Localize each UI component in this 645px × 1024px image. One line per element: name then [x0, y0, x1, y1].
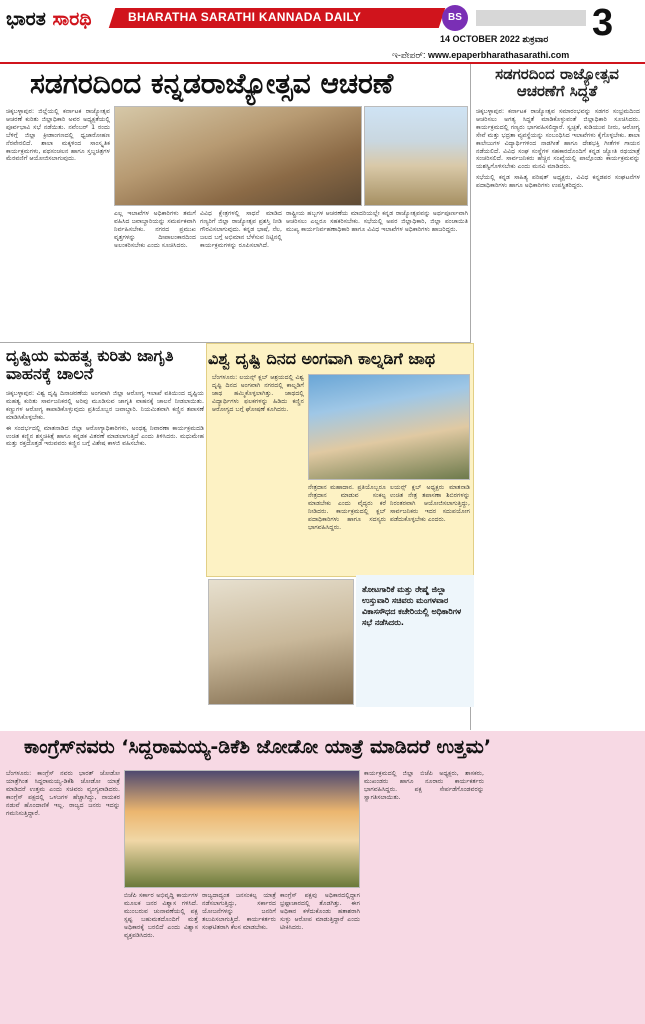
sight-day-col1: ಬೆಂಗಳೂರು: ಲಯನ್ಸ್ ಕ್ಲಬ್ ಆಶ್ರಯದಲ್ಲಿ ವಿಶ್ವ ದೃಷ್ಟಿ ದಿನದ ಅಂಗವಾಗಿ ನಗರದಲ್ಲಿ ಕಾಲ್ನಡಿಗೆ ಜಾಥ ಹಮ್ಮಿಕೊಳ್ಳಲಾಗಿತ್ತು. ಜಾಥದಲ್ಲಿ ವಿದ್ಯಾರ್ಥಿಗಳು ಫಲಕಗಳನ್ನು ಹಿಡಿದು ಕಣ್ಣಿನ ಆರೋಗ್ಯದ ಬಗ್ಗೆ ಘೋಷಣೆ ಕೂಗಿದರು. — [212, 374, 304, 413]
bs-logo-icon: BS — [442, 5, 468, 31]
congress-headline: ಕಾಂಗ್ರೆಸ್‌ನವರು ‘ಸಿದ್ದರಾಮಯ್ಯ-ಡಿಕೆಶಿ ಜೋಡೋ ಯಾತ್ರೆ ಮಾಡಿದರೆ ಉತ್ತಮ’ — [24, 736, 492, 758]
vision-awareness-photo — [308, 374, 470, 480]
congress-col1: ಬೆಂಗಳೂರು: ಕಾಂಗ್ರೆಸ್ ನವರು ಭಾರತ್ ಜೋಡೋ ಯಾತ್ರೆಗಿಂತ ಸಿದ್ದರಾಮಯ್ಯ-ಡಿಕೆಶಿ ಜೋಡೋ ಯಾತ್ರೆ ಮಾಡಿದರೆ ಉತ್ತಮ ಎಂದು ಸಚಿವರು ವ್ಯಂಗ್ಯವಾಡಿದರು. ಕಾಂಗ್ರೆಸ್ ಪಕ್ಷದಲ್ಲಿ ಒಳಜಗಳ ಹೆಚ್ಚಾಗಿದ್ದು, ನಾಯಕರ ನಡುವೆ ಹೊಂದಾಣಿಕೆ ಇಲ್ಲ. ರಾಜ್ಯದ ಜನರು ಇದನ್ನು ಗಮನಿಸುತ್ತಿದ್ದಾರೆ. — [6, 770, 120, 817]
main-headline: ಸಡಗರದಿಂದ ಕನ್ನಡರಾಜ್ಯೋತ್ಸವ ಆಚರಣೆ — [30, 67, 394, 100]
issue-date: 14 OCTOBER 2022 ಶುಕ್ರವಾರ — [440, 34, 549, 44]
sight-day-col2: ನೇತ್ರದಾನ ಮಹಾದಾನ. ಪ್ರತಿಯೊಬ್ಬರೂ ನೇತ್ರದಾನ ಮಾಡುವ ಸಂಕಲ್ಪ ಮಾಡಬೇಕು ಎಂದು ವೈದ್ಯರು ಕರೆ ನೀಡಿದರು. ಕಾರ್ಯಕ್ರಮದಲ್ಲಿ ಕ್ಲಬ್ ಪದಾಧಿಕಾರಿಗಳು ಹಾಗೂ ಸದಸ್ಯರು ಭಾಗವಹಿಸಿದ್ದರು. — [308, 484, 386, 531]
meeting-photo — [114, 106, 362, 206]
congress-col5: ಕಾರ್ಯಕ್ರಮದಲ್ಲಿ ಜಿಲ್ಲಾ ಬಿಜೆಪಿ ಅಧ್ಯಕ್ಷರು, ಶಾಸಕರು, ಮುಖಂಡರು ಹಾಗೂ ನೂರಾರು ಕಾರ್ಯಕರ್ತರು ಭಾಗವಹಿಸಿದ್ದರು. ಪಕ್ಷ ಸೇರ್ಪಡೆಗೊಂಡವರನ್ನು ಸ್ವಾಗತಿಸಲಾಯಿತು. — [364, 770, 484, 801]
vision-headline: ದೃಷ್ಟಿಯ ಮಹತ್ವ ಕುರಿತು ಜಾಗೃತಿ ವಾಹನಕ್ಕೆ ಚಾಲನೆ — [6, 346, 174, 384]
main-article-col1: ಚಿಕ್ಕಬಳ್ಳಾಪುರ: ಜಿಲ್ಲೆಯಲ್ಲಿ ಕರ್ನಾಟಕ ರಾಜ್ಯೋತ್ಸವ ಆಚರಣೆ ಕುರಿತು ಜಿಲ್ಲಾಧಿಕಾರಿ ಅವರ ಅಧ್ಯಕ್ಷತೆಯಲ್ಲಿ ಪೂರ್ವಭಾವಿ ಸಭೆ ನಡೆಯಿತು. ನವೆಂಬರ್ 1 ರಂದು ಬೆಳಿಗ್ಗೆ ಜಿಲ್ಲಾ ಕ್ರೀಡಾಂಗಣದಲ್ಲಿ ಧ್ವಜಾರೋಹಣ ನೆರವೇರಲಿದೆ. ಶಾಲಾ ಮಕ್ಕಳಿಂದ ಸಾಂಸ್ಕೃತಿಕ ಕಾರ್ಯಕ್ರಮಗಳು, ಪಥಸಂಚಲನ ಹಾಗೂ ಸ್ತಬ್ಧಚಿತ್ರಗಳ ಮೆರವಣಿಗೆ ಆಯೋಜಿಸಲಾಗುವುದು. — [6, 108, 110, 163]
header-divider — [0, 62, 645, 64]
side-article-body: ಚಿಕ್ಕಬಳ್ಳಾಪುರ: ಕರ್ನಾಟಕ ರಾಜ್ಯೋತ್ಸವ ಸಮಾರಂಭವನ್ನು ಸಡಗರ ಸಂಭ್ರಮದಿಂದ ಆಚರಿಸಲು ಅಗತ್ಯ ಸಿದ್ಧತೆ ಮಾಡಿಕೊಳ್ಳುವಂತೆ ಜಿಲ್ಲಾಧಿಕಾರಿ ಸೂಚಿಸಿದರು. ಕಾರ್ಯಕ್ರಮದಲ್ಲಿ ಗಣ್ಯರು ಭಾಗವಹಿಸಲಿದ್ದಾರೆ. ಸ್ವಚ್ಛತೆ, ಕುಡಿಯುವ ನೀರು, ಆರೋಗ್ಯ ಸೇವೆ ಮತ್ತು ಭದ್ರತಾ ವ್ಯವಸ್ಥೆಯನ್ನು ಸಂಬಂಧಿಸಿದ ಇಲಾಖೆಗಳು ಕೈಗೊಳ್ಳಬೇಕು. ಶಾಲಾ ಕಾಲೇಜುಗಳ ವಿದ್ಯಾರ್ಥಿಗಳಿಂದ ನಾಡಗೀತೆ ಹಾಗೂ ದೇಶಭಕ್ತಿ ಗೀತೆಗಳ ಗಾಯನ ನಡೆಯಲಿದೆ. ವಿವಿಧ ಸಂಘ ಸಂಸ್ಥೆಗಳ ಸಹಕಾರದೊಂದಿಗೆ ಕನ್ನಡ ಜ್ಯೋತಿ ರಥಯಾತ್ರೆ ಸಂಚರಿಸಲಿದೆ. ಸಾರ್ವಜನಿಕರು ಹೆಚ್ಚಿನ ಸಂಖ್ಯೆಯಲ್ಲಿ ಪಾಲ್ಗೊಂಡು ಕಾರ್ಯಕ್ರಮವನ್ನು ಯಶಸ್ವಿಗೊಳಿಸಬೇಕು ಎಂದು ಮನವಿ ಮಾಡಿದರು. ಸಭೆಯಲ್ಲಿ ಕನ್ನಡ ಸಾಹಿತ್ಯ ಪರಿಷತ್ ಅಧ್ಯಕ್ಷರು, ವಿವಿಧ ಕನ್ನಡಪರ ಸಂಘಟನೆಗಳ ಪದಾಧಿಕಾರಿಗಳು ಹಾಗೂ ಅಧಿಕಾರಿಗಳು ಉಪಸ್ಥಿತರಿದ್ದರು. — [476, 108, 640, 190]
congress-col2: ಬಿಜೆಪಿ ಸರ್ಕಾರ ಅಭಿವೃದ್ಧಿ ಕಾರ್ಯಗಳ ಮೂಲಕ ಜನರ ವಿಶ್ವಾಸ ಗಳಿಸಿದೆ. ಮುಂಬರುವ ಚುನಾವಣೆಯಲ್ಲಿ ಪಕ್ಷ ಸ್ಪಷ್ಟ ಬಹುಮತದೊಂದಿಗೆ ಮತ್ತೆ ಅಧಿಕಾರಕ್ಕೆ ಬರಲಿದೆ ಎಂದು ವಿಶ್ವಾಸ ವ್ಯಕ್ತಪಡಿಸಿದರು. — [124, 892, 198, 939]
sight-day-col3: ಲಯನ್ಸ್ ಕ್ಲಬ್ ಅಧ್ಯಕ್ಷರು ಮಾತನಾಡಿ ಉಚಿತ ನೇತ್ರ ತಪಾಸಣಾ ಶಿಬಿರಗಳನ್ನು ನಿರಂತರವಾಗಿ ಆಯೋಜಿಸಲಾಗುತ್ತಿದ್ದು, ಸಾರ್ವಜನಿಕರು ಇದರ ಸದುಪಯೋಗ ಪಡೆದುಕೊಳ್ಳಬೇಕು ಎಂದರು. — [390, 484, 470, 523]
building-photo — [364, 106, 468, 206]
side-headline: ಸಡಗರದಿಂದ ರಾಜ್ಯೋತ್ಸವ ಆಚರಣೆಗೆ ಸಿದ್ಧತೆ — [495, 65, 619, 101]
sight-day-headline: ವಿಶ್ವ ದೃಷ್ಟಿ ದಿನದ ಅಂಗವಾಗಿ ಕಾಲ್ನಡಿಗೆ ಜಾಥ — [208, 349, 436, 368]
epaper-url[interactable]: ಇ-ಪೇಪರ್: www.epaperbharathasarathi.com — [392, 50, 570, 60]
main-article-col4: ರಾಷ್ಟ್ರೀಯ ಹಬ್ಬಗಳ ಆಚರಣೆಯ ಮಾದರಿಯಲ್ಲೇ ಕನ್ನಡ ರಾಜ್ಯೋತ್ಸವವನ್ನು ಅರ್ಥಪೂರ್ಣವಾಗಿ ಆಚರಿಸಲು ಎಲ್ಲರೂ ಸಹಕರಿಸಬೇಕು. ಸಭೆಯಲ್ಲಿ ಅಪರ ಜಿಲ್ಲಾಧಿಕಾರಿ, ಜಿಲ್ಲಾ ಪಂಚಾಯಿತಿ ಮುಖ್ಯ ಕಾರ್ಯನಿರ್ವಹಣಾಧಿಕಾರಿ ಹಾಗೂ ವಿವಿಧ ಇಲಾಖೆಗಳ ಅಧಿಕಾರಿಗಳು ಹಾಜರಿದ್ದರು. — [286, 210, 468, 233]
masthead — [0, 0, 645, 62]
congress-col3: ರಾಜ್ಯದಾದ್ಯಂತ ಜನಸಂಕಲ್ಪ ಯಾತ್ರೆ ನಡೆಸಲಾಗುತ್ತಿದ್ದು, ಸರ್ಕಾರದ ಯೋಜನೆಗಳನ್ನು ಜನರಿಗೆ ತಲುಪಿಸಲಾಗುತ್ತಿದೆ. ಕಾರ್ಯಕರ್ತರು ಸಂಘಟಿತರಾಗಿ ಕೆಲಸ ಮಾಡಬೇಕು. — [202, 892, 276, 931]
office-photo — [208, 579, 354, 705]
main-article-col3: ವಿವಿಧ ಕ್ಷೇತ್ರಗಳಲ್ಲಿ ಸಾಧನೆ ಮಾಡಿದ ಗಣ್ಯರಿಗೆ ಜಿಲ್ಲಾ ರಾಜ್ಯೋತ್ಸವ ಪ್ರಶಸ್ತಿ ನೀಡಿ ಗೌರವಿಸಲಾಗುವುದು. ಕನ್ನಡ ಭಾಷೆ, ನೆಲ, ಜಲದ ಬಗ್ಗೆ ಅಭಿಮಾನ ಬೆಳೆಸುವ ನಿಟ್ಟಿನಲ್ಲಿ ಕಾರ್ಯಕ್ರಮಗಳನ್ನು ರೂಪಿಸಲಾಗಿದೆ. — [200, 210, 282, 249]
newspaper-logo: ಭಾರತ ಸಾರಥಿ — [6, 8, 92, 30]
congress-col4: ಕಾಂಗ್ರೆಸ್ ಪಕ್ಷವು ಅಧಿಕಾರದಲ್ಲಿದ್ದಾಗ ಭ್ರಷ್ಟಾಚಾರದಲ್ಲಿ ತೊಡಗಿತ್ತು. ಈಗ ಅಧಿಕಾರ ಕಳೆದುಕೊಂಡು ಹತಾಶರಾಗಿ ಸುಳ್ಳು ಆರೋಪ ಮಾಡುತ್ತಿದ್ದಾರೆ ಎಂದು ಟೀಕಿಸಿದರು. — [280, 892, 360, 931]
vision-article-body: ಚಿಕ್ಕಬಳ್ಳಾಪುರ: ವಿಶ್ವ ದೃಷ್ಟಿ ದಿನಾಚರಣೆಯ ಅಂಗವಾಗಿ ಜಿಲ್ಲಾ ಆರೋಗ್ಯ ಇಲಾಖೆ ವತಿಯಿಂದ ದೃಷ್ಟಿಯ ಮಹತ್ವ ಕುರಿತು ಸಾರ್ವಜನಿಕರಲ್ಲಿ ಅರಿವು ಮೂಡಿಸುವ ಜಾಗೃತಿ ವಾಹನಕ್ಕೆ ಚಾಲನೆ ನೀಡಲಾಯಿತು. ಕಣ್ಣುಗಳ ಆರೋಗ್ಯ ಕಾಪಾಡಿಕೊಳ್ಳುವುದು ಪ್ರತಿಯೊಬ್ಬರ ಜವಾಬ್ದಾರಿ. ನಿಯಮಿತವಾಗಿ ಕಣ್ಣಿನ ತಪಾಸಣೆ ಮಾಡಿಸಿಕೊಳ್ಳಬೇಕು. ಈ ಸಂದರ್ಭದಲ್ಲಿ ಮಾತನಾಡಿದ ಜಿಲ್ಲಾ ಆರೋಗ್ಯಾಧಿಕಾರಿಗಳು, ಅಂಧತ್ವ ನಿವಾರಣಾ ಕಾರ್ಯಕ್ರಮದಡಿ ಉಚಿತ ಕಣ್ಣಿನ ಶಸ್ತ್ರಚಿಕಿತ್ಸೆ ಹಾಗೂ ಕನ್ನಡಕ ವಿತರಣೆ ಮಾಡಲಾಗುತ್ತಿದೆ ಎಂದು ತಿಳಿಸಿದರು. ಮಧುಮೇಹ ಮತ್ತು ರಕ್ತದೊತ್ತಡ ಇರುವವರು ಕಣ್ಣಿನ ಬಗ್ಗೆ ವಿಶೇಷ ಕಾಳಜಿ ವಹಿಸಬೇಕು. — [6, 390, 204, 448]
group-photo — [124, 770, 360, 888]
caption-text: ತೋಟಗಾರಿಕೆ ಮತ್ತು ರೇಷ್ಮೆ ಜಿಲ್ಲಾ ಉಸ್ತುವಾರಿ ಸಚಿವರು ಮಂಗಳವಾರ ವಿಕಾಸಸೌಧದ ಕಚೇರಿಯಲ್ಲಿ ಅಧಿಕಾರಿಗಳ ಸಭೆ ನಡೆಸಿದರು. — [362, 585, 462, 627]
banner-title: BHARATHA SARATHI KANNADA DAILY — [128, 10, 362, 24]
page-number: 3 — [592, 2, 614, 44]
main-article-col2: ಎಲ್ಲ ಇಲಾಖೆಗಳ ಅಧಿಕಾರಿಗಳು ತಮಗೆ ವಹಿಸಿದ ಜವಾಬ್ದಾರಿಯನ್ನು ಸಮರ್ಪಕವಾಗಿ ನಿರ್ವಹಿಸಬೇಕು. ನಗರದ ಪ್ರಮುಖ ವೃತ್ತಗಳನ್ನು ದೀಪಾಲಂಕಾರದಿಂದ ಅಲಂಕರಿಸಬೇಕು ಎಂದು ಸೂಚಿಸಿದರು. — [114, 210, 196, 249]
banner-grey-bar — [476, 10, 586, 26]
